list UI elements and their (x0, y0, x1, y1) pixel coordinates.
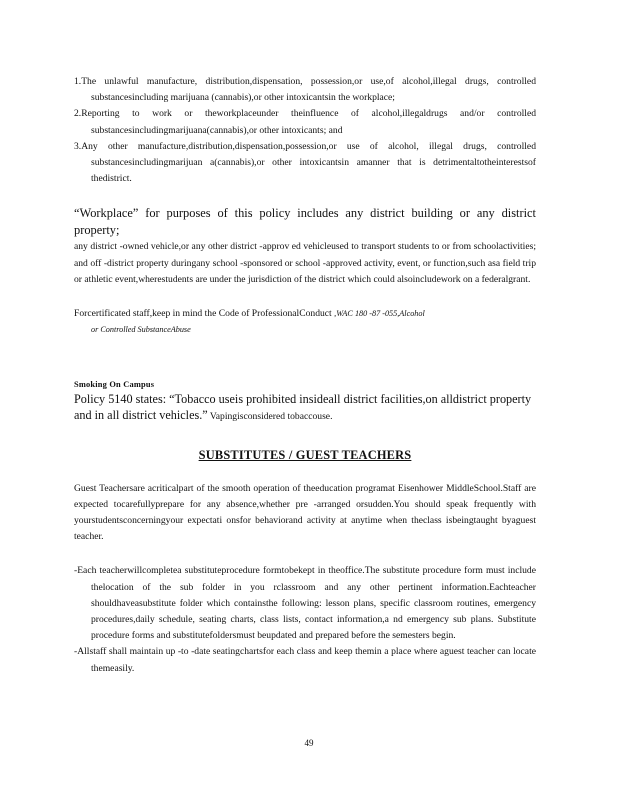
substitute-procedures-list (74, 563, 536, 676)
wac-reference-continued: or Controlled SubstanceAbuse (91, 325, 191, 335)
smoking-policy (74, 391, 536, 425)
bullet-item-2: -Allstaff shall maintain up -to -date seatingchartsfor each class and keep themin a place where aguest teacher can locate themeasily. (74, 646, 536, 674)
section-title: SUBSTITUTES / GUEST TEACHERS (198, 447, 412, 462)
list-item-2: 2.Reporting to work or theworkplaceunder theinfluence of alcohol,illegaldrugs and/or controlled substancesincludingmarijuana(cannabis),or other intoxicants; and (74, 108, 536, 136)
wac-reference: ,WAC 180 -87 -055,Alcohol (334, 309, 425, 319)
smoking-policy-line-1: Policy 5140 states: “Tobacco useis prohibited insideall district facilities,on alldistrict property (74, 392, 532, 407)
smoking-policy-line-2: and in all district vehicles.” (74, 408, 208, 423)
page-number: 49 (304, 738, 314, 748)
guest-paragraph-text: Guest Teachersare acriticalpart of the smooth operation of theeducation programat Eisenhower MiddleSchool.Staff are expected tocarefullyprepare for any absence,whether pre -arranged orsudden.You should speak frequently with yourstudentsconcerningyour expectati onsfor behaviorand activity at anytime when theclass isbeingtaught byaguest teacher. (74, 482, 536, 543)
list-item-3: 3.Any other manufacture,distribution,dispensation,possession,or use of alcohol, illegal drugs, controlled substancesincludingmarijuan a(cannabis),or other intoxicantsin amanner that is detrimentaltotheinterestsof thedistrict. (74, 140, 536, 185)
guest-teacher-paragraph (74, 481, 536, 546)
certificated-text: Forcertificated staff,keep in mind the Code of ProfessionalConduct (74, 308, 332, 320)
workplace-definition (74, 205, 536, 288)
list-item-1: 1.The unlawful manufacture, distribution,dispensation, possession,or use,of alcohol,illegal drugs, controlled substancesincluding marijuana (cannabis),or other intoxicantsin the workplace; (74, 76, 536, 104)
vaping-note: Vapingisconsidered tobaccouse. (207, 411, 333, 423)
workplace-rest: any district -owned vehicle,or any other district -approv ed vehicleused to transport students to or from schoolactivities; and off -district property duringany school -sponsored or school -approved activity, event, or function,such asa field trip or athletic event,wherestudents are under the jurisdiction of the district which could alsoincludework on a federalgrant. (74, 241, 536, 285)
bullet-item-1: -Each teacherwillcompletea substituteprocedure formtobekept in theoffice.The substitute procedure form must include thelocation of the sub folder in you rclassroom and any other pertinent information.Eachteacher shouldhaveasubstitute folder which containsthe following: lesson plans, specific classroom routines, emergency procedures,daily schedule, seating charts, class lists, contact information,a nd emergency sub plans. Substitute procedure forms and substitutefoldersmust beupdated and prepared before the semesters begin. (74, 565, 536, 642)
smoking-heading: Smoking On Campus (74, 380, 155, 390)
certificated-staff-note (74, 306, 536, 338)
workplace-lead-line: “Workplace” for purposes of this policy includes any district building or any district property; (74, 206, 536, 238)
prohibited-conduct-list (74, 74, 536, 187)
